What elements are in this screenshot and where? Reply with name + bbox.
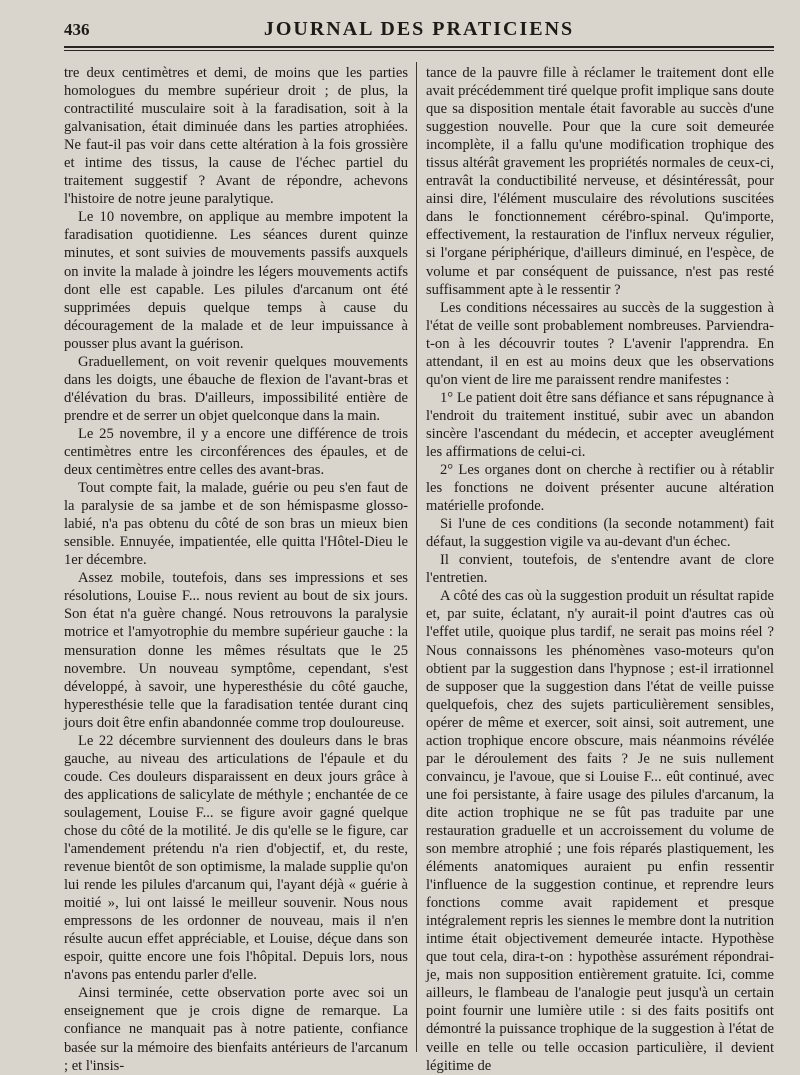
paragraph: Il convient, toutefois, de s'entendre avant de clore l'entretien. — [426, 552, 774, 587]
paragraph: Tout compte fait, la malade, guérie ou peu s'en faut de la paralysie de sa jambe et de son hémispasme glosso-labié, n'a pas obtenu du côté de son bras un mieux bien sensible. Ennuyée, impatientée, elle quitta l'Hôtel-Dieu le 1er décembre. — [64, 480, 408, 569]
paragraph: Ainsi terminée, cette observation porte avec soi un enseignement que je crois digne de remarque. La confiance ne manquait pas à notre patiente, confiance basée sur la mémoire des bienfaits antérieurs de l'arcanum ; et l'insis- — [64, 985, 408, 1074]
right-column — [426, 64, 774, 1074]
paragraph: 2° Les organes dont on cherche à rectifier ou à rétablir les fonctions ne doivent présenter aucune altération matérielle profonde. — [426, 462, 774, 515]
paragraph: Le 10 novembre, on applique au membre impotent la faradisation quotidienne. Les séances durent quinze minutes, et sont suivies de mouvements passifs auxquels on invite la malade à joindre les légers mouvements actifs dont elle est capable. Les pilules d'arcanum ont été supprimées depuis quelque temps à cause du découragement de la malade et de leur impuissance à pousser plus avant la guérison. — [64, 209, 408, 352]
left-column — [64, 64, 408, 1074]
paragraph: Le 22 décembre surviennent des douleurs dans le bras gauche, au niveau des articulations de l'épaule et du coude. Ces douleurs disparaissent en deux jours grâce à des applications de salicylate de méthyle ; enchantée de ce soulagement, Louise F... se figure avoir gagné quelque chose du côté de la motilité. Je dis qu'elle se le figure, car l'amendement prétendu n'a rien d'objectif, et, du reste, revenue bientôt de son optimisme, la malade supplie qu'on lui rende les pilules d'arcanum qui, l'ayant déjà « guérie à moitié », lui ont laissé le meilleur souvenir. Nous nous empressons de les ordonner de nouveau, mais il n'en résulte aucun effet appréciable, et Louise, déçue dans son espoir, quitte encore une fois l'hôpital. Depuis lors, nous n'avons pas entendu parler d'elle. — [64, 732, 408, 984]
paragraph: tance de la pauvre fille à réclamer le traitement dont elle avait précédemment tiré quelque profit implique sans doute que sa disposition mentale était favorable au succès d'une suggestion nouvelle. Pour que la cure soit demeurée incomplète, il a fallu qu'une modification trophique des tissus altérât gravement les propriétés normales de ceux-ci, entravât la conductibilité nerveuse, et désintéressât, pour ainsi dire, l'élément musculaire des révolutions suscitées dans le fonctionnement cérébro-spinal. Qu'importe, effectivement, la restauration de l'influx nerveux régulier, si l'organe périphérique, d'ailleurs diminué, en l'espèce, de volume et par conséquent de puissance, n'est pas resté suffisamment apte à le ressentir ? — [426, 65, 774, 298]
journal-title: JOURNAL DES PRATICIENS — [263, 18, 575, 40]
paragraph: Graduellement, on voit revenir quelques mouvements dans les doigts, une ébauche de flexion de l'avant-bras et d'élévation du bras. D'ailleurs, impossibilité entière de prendre et de serrer un objet quelconque dans la main. — [64, 353, 408, 424]
paragraph: A côté des cas où la suggestion produit un résultat rapide et, par suite, éclatant, n'y aurait-il point d'autres cas où l'effet utile, quoique plus tardif, ne serait pas moins réel ? Nous connaissons les phénomènes vaso-moteurs qu'on obtient par la suggestion dans l'hypnose ; est-il irrationnel de supposer que la suggestion dans l'état de veille puisse quelquefois, chez des sujets particulièrement sensibles, opérer de même et exercer, soit ainsi, soit autrement, une action trophique encore obscure, mais néanmoins révélée par le déroulement des faits ? Je ne suis nullement convaincu, je l'avoue, que si Louise F... eût continué, avec une foi persistante, à faire usage des pilules d'arcanum, la dite action trophique ne se fût pas traduite par une restauration graduelle et un accroissement du volume de son membre atrophié ; une fois réparés plastiquement, les éléments anatomiques auraient pu enfin ressentir l'influence de la suggestion continue, et reprendre leurs fonctions comme avait rapidement et presque intégralement repris les siennes le membre dont la nutrition intime était objectivement demeurée intacte. Hypothèse que tout cela, dira-t-on : hypothèse assurément répondrai-je, mais non supposition entièrement gratuite. Ici, comme ailleurs, le flambeau de l'analogie peut jusqu'à un certain point fournir une lumière utile : si des faits positifs ont démontré la puissance trophique de la suggestion à l'état de veille en telle ou telle occasion particulière, il devient légitime de — [426, 588, 774, 1074]
paragraph: 1° Le patient doit être sans défiance et sans répugnance à l'endroit du traitement institué, subir avec un abandon sincère l'ascendant du médecin, et accepter aveuglément les affirmations de celui-ci. — [426, 389, 774, 460]
page-number: 436 — [64, 20, 90, 39]
running-header — [64, 16, 774, 44]
column-separator — [416, 62, 417, 1052]
paragraph: Si l'une de ces conditions (la seconde notamment) fait défaut, la suggestion vigile va au-devant d'un échec. — [426, 516, 774, 551]
paragraph: tre deux centimètres et demi, de moins que les parties homologues du membre supérieur droit ; de plus, la contractilité musculaire soit à la faradisation, soit à la galvanisation, était diminuée dans les parties atrophiées. Ne faut-il pas voir dans cette altération à la fois grossière et intime des tissus, la cause de l'échec partiel du traitement suggestif ? Avant de répondre, achevons l'histoire de notre jeune paralytique. — [64, 65, 408, 208]
paragraph: Les conditions nécessaires au succès de la suggestion à l'état de veille sont probablement nombreuses. Parviendra-t-on à les découvrir toutes ? L'avenir l'apprendra. En attendant, il en est au moins deux que les observations qu'on vient de lire me paraissent rendre manifestes : — [426, 299, 774, 388]
header-rule-thin — [64, 50, 774, 51]
header-rule-thick — [64, 46, 774, 48]
paragraph: Le 25 novembre, il y a encore une différence de trois centimètres entre les circonférences des épaules, et de deux centimètres entre celles des avant-bras. — [64, 425, 408, 479]
paragraph: Assez mobile, toutefois, dans ses impressions et ses résolutions, Louise F... nous revient au bout de six jours. Son état n'a guère changé. Nous retrouvons la paralysie motrice et l'amyotrophie du membre supérieur gauche : la mensuration donne les mêmes résultats que le 25 novembre. Un nouveau symptôme, cependant, s'est développé, à savoir, une hyperesthésie du côté gauche, hyperesthésie telle que la faradisation tentée durant cinq jours doit être enfin abandonnée comme trop douloureuse. — [64, 570, 408, 731]
